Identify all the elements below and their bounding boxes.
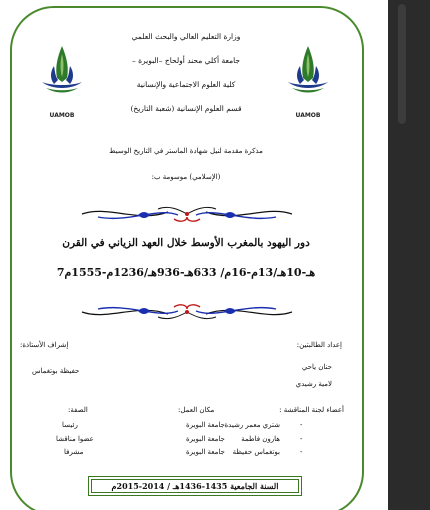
thesis-title-line-1: دور اليهود بالمغرب الأوسط خلال العهد الزياني في القرن <box>62 237 310 249</box>
committee-member-name: شتري معمر رشيدة <box>224 421 280 429</box>
academic-year-box <box>88 476 302 496</box>
committee-members-heading: أعضاء لجنة المناقشة : <box>279 406 344 414</box>
committee-member-role: مشرفا <box>64 448 84 456</box>
viewer-scroll-gutter <box>388 0 430 510</box>
memo-line-1: مذكرة مقدمة لنيل شهادة الماستر في التاريخ الوسيط <box>109 147 263 155</box>
viewer-scrollbar-thumb[interactable] <box>398 4 406 124</box>
committee-row-dash: - <box>300 435 303 443</box>
department-line: قسم العلوم الإنسانية (شعبة التاريخ) <box>130 104 242 113</box>
committee-member-workplace: جامعة البويرة <box>186 448 225 456</box>
university-logo-right <box>284 44 332 119</box>
committee-member-name: هارون فاطمة <box>241 435 280 443</box>
committee-workplace-heading: مكان العمل: <box>178 406 215 414</box>
academic-year-text: السنة الجامعية 1435-1436هـ / 2014-2015م <box>111 481 279 491</box>
uamob-emblem-icon <box>284 44 332 96</box>
committee-member-role: رئيسا <box>62 421 78 429</box>
bottom-ornament-divider <box>78 301 296 323</box>
faculty-line: كلية العلوم الاجتماعية والإنسانية <box>136 80 236 89</box>
students-heading: إعداد الطالبتين: <box>296 341 342 349</box>
committee-member-workplace: جامعة البويرة <box>186 435 225 443</box>
memo-line-2: (الإسلامي) موسومة ب: <box>151 173 221 181</box>
student-name-2: لامية رشيدي <box>295 380 332 388</box>
ministry-line: وزارة التعليم العالي والبحث العلمي <box>131 32 241 41</box>
committee-row-dash: - <box>300 421 303 429</box>
supervisor-heading: إشراف الأستاذة: <box>20 341 69 349</box>
committee-member-name: بوتغماس حفيظة <box>232 448 280 456</box>
logo-right-label: UAMOB <box>295 112 321 119</box>
thesis-title-line-2: 7هـ-10هـ/13م-16م/ 633هـ-936هـ/1236م-1555م <box>56 266 316 279</box>
supervisor-name: حفيظة بوتغماس <box>32 367 80 375</box>
committee-role-heading: الصفة: <box>68 406 88 414</box>
uamob-emblem-icon <box>38 44 86 96</box>
student-name-1: حنان ياحي <box>301 363 332 371</box>
logo-left-label: UAMOB <box>49 112 75 119</box>
committee-member-role: عضوا مناقشا <box>56 435 94 443</box>
university-logo-left <box>38 44 86 119</box>
committee-row-dash: - <box>300 448 303 456</box>
committee-member-workplace: جامعة البويرة <box>186 421 225 429</box>
top-ornament-divider <box>78 203 296 225</box>
university-line: جامعة أكلي محند أولحاج –البويرة – <box>131 56 241 65</box>
